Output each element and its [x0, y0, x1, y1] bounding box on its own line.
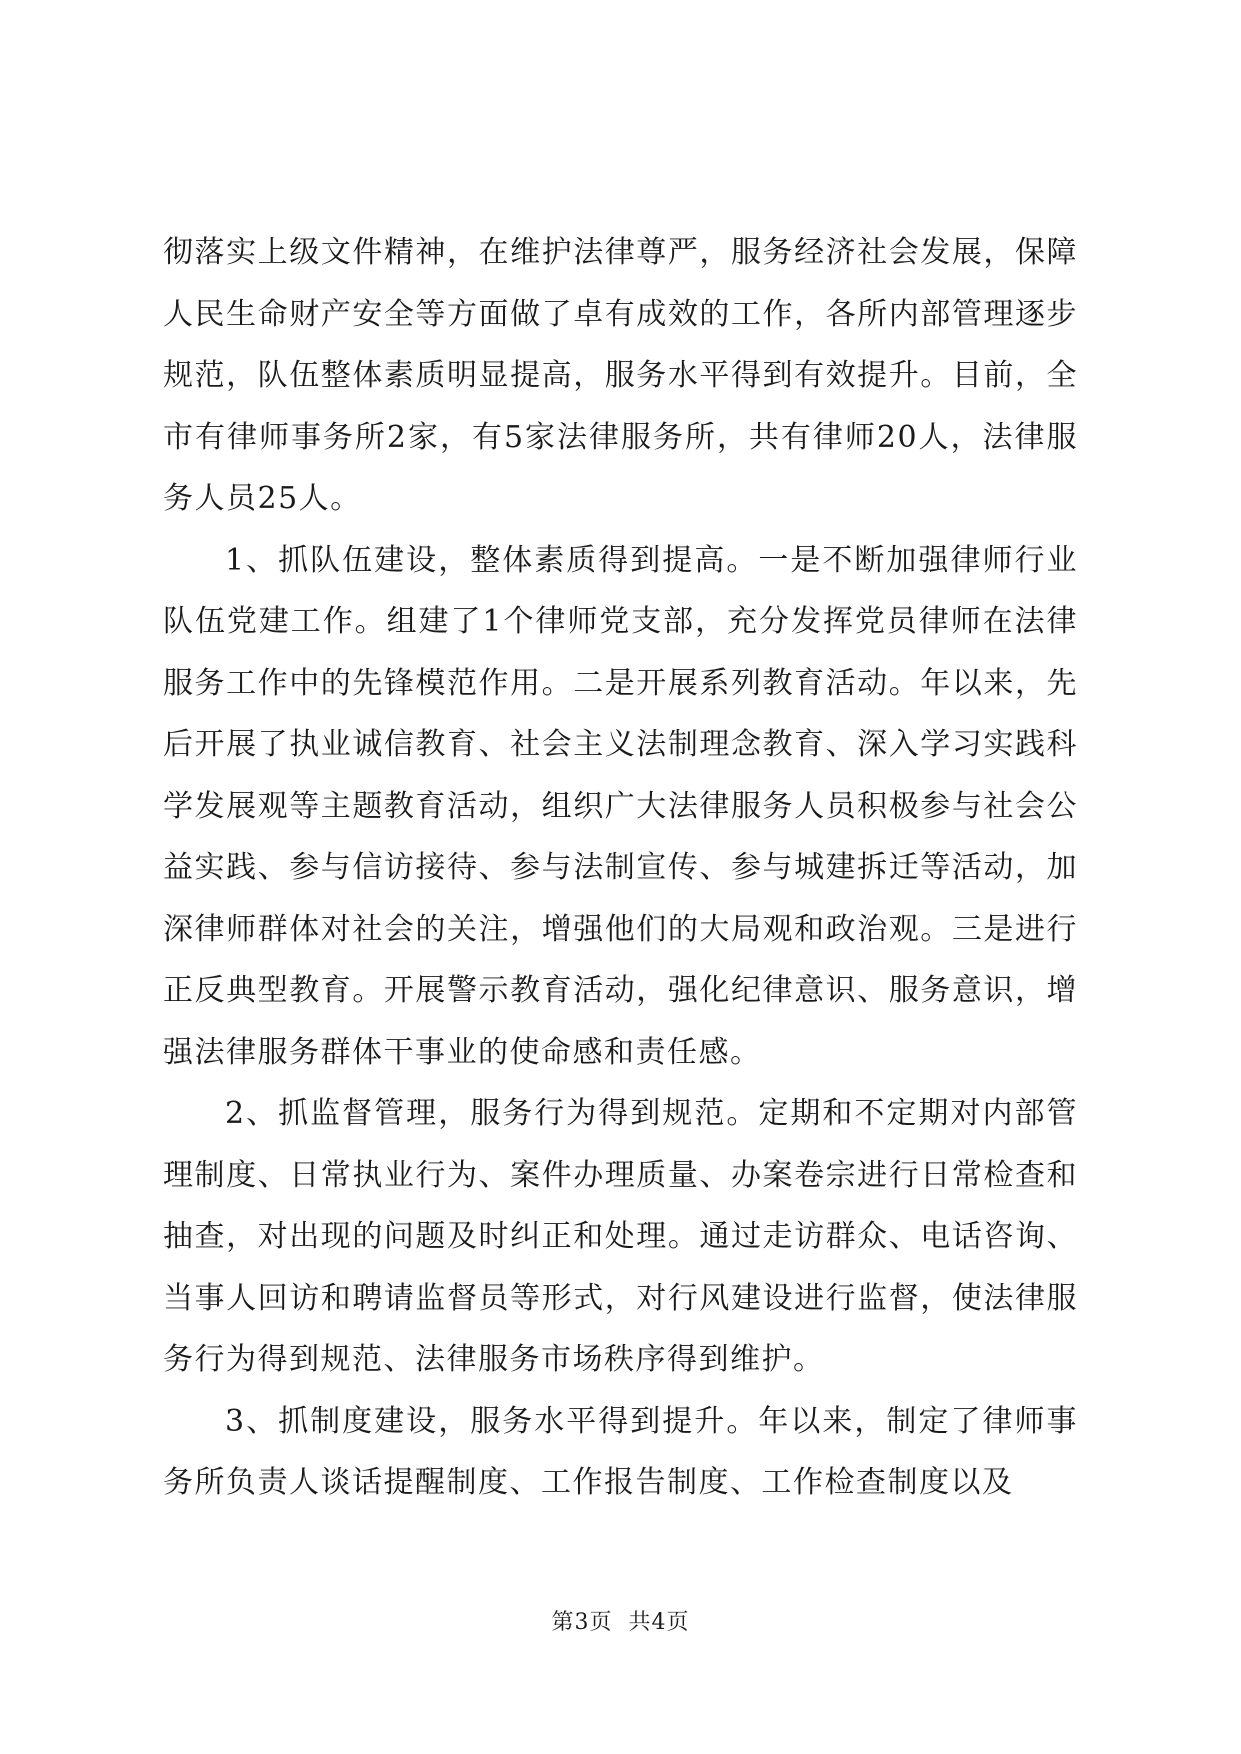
paragraph-team-building: 1、抓队伍建设，整体素质得到提高。一是不断加强律师行业队伍党建工作。组建了1个律师党支部，充分发挥党员律师在法律服务工作中的先锋模范作用。二是开展系列教育活动。年以来，先后开展了执业诚信教育、社会主义法制理念教育、深入学习实践科学发展观等主题教育活动，组织广大法律服务人员积极参与社会公益实践、参与信访接待、参与法制宣传、参与城建拆迁等活动，加深律师群体对社会的关注，增强他们的大局观和政治观。三是进行正反典型教育。开展警示教育活动，强化纪律意识、服务意识，增强法律服务群体干事业的使命感和责任感。 [163, 542, 1078, 1070]
page-number: 第3页 共4页 [551, 1610, 690, 1635]
paragraph-continuation: 彻落实上级文件精神，在维护法律尊严，服务经济社会发展，保障人民生命财产安全等方面做了卓有成效的工作，各所内部管理逐步规范，队伍整体素质明显提高，服务水平得到有效提升。目前，全市有律师事务所2家，有5家法律服务所，共有律师20人，法律服务人员25人。 [163, 235, 1078, 516]
paragraph-supervision: 2、抓监督管理，服务行为得到规范。定期和不定期对内部管理制度、日常执业行为、案件办理质量、办案卷宗进行日常检查和抽查，对出现的问题及时纠正和处理。通过走访群众、电话咨询、当事人回访和聘请监督员等形式，对行风建设进行监督，使法律服务行为得到规范、法律服务市场秩序得到维护。 [163, 1096, 1078, 1377]
document-body [163, 222, 1078, 1514]
paragraph-system-building: 3、抓制度建设，服务水平得到提升。年以来，制定了律师事务所负责人谈话提醒制度、工作报告制度、工作检查制度以及 [163, 1403, 1078, 1500]
page-footer [0, 1605, 1241, 1636]
